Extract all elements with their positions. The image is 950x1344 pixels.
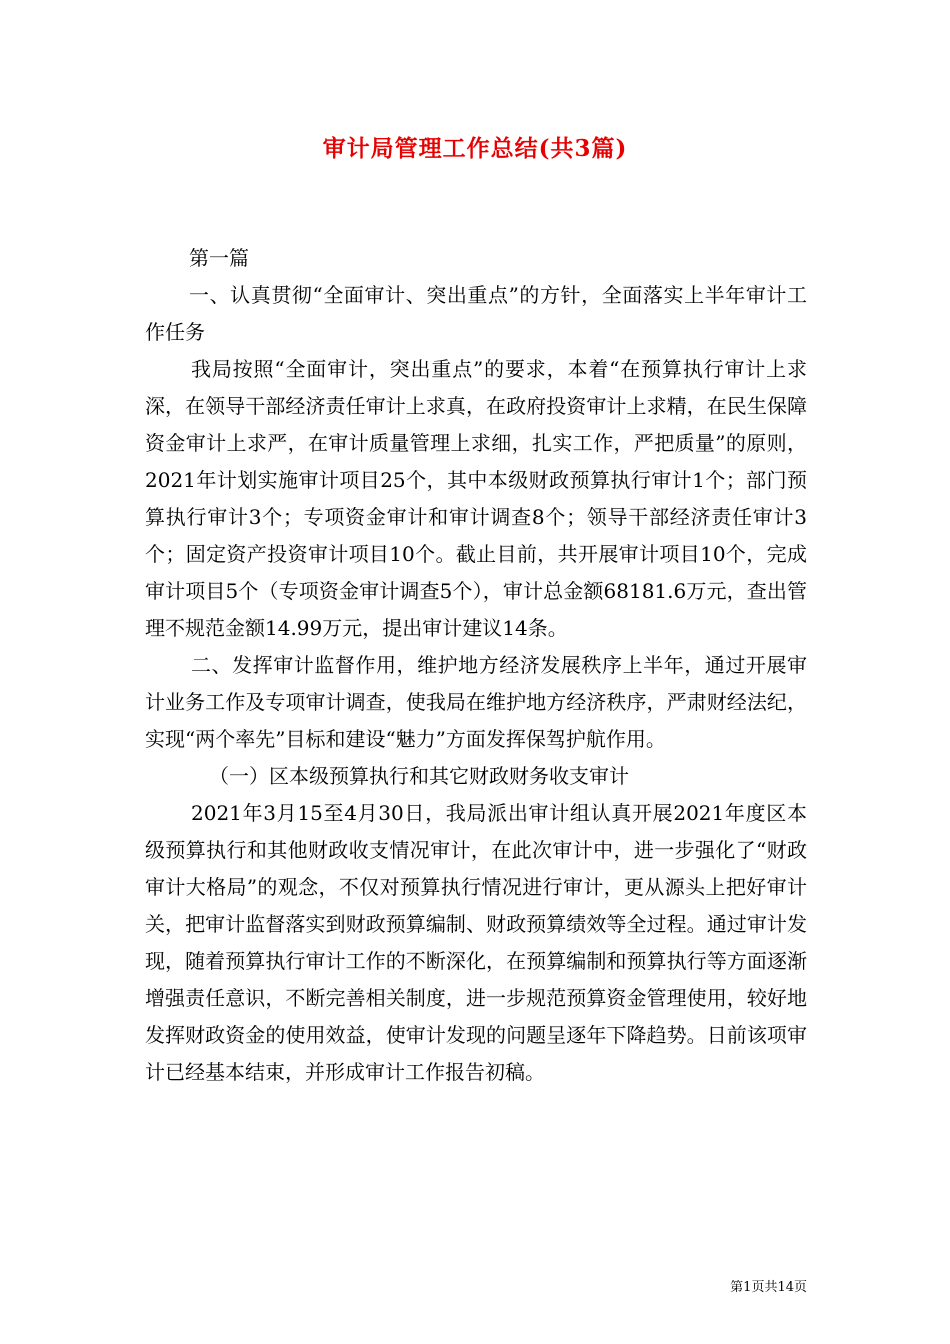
paragraph: 我局按照“全面审计，突出重点”的要求，本着“在预算执行审计上求深，在领导干部经济责任审计上求真，在政府投资审计上求精，在民生保障资金审计上求严，在审计质量管理上求细，扎实工作，严把质量”的原则，2021年计划实施审计项目25个，其中本级财政预算执行审计1个；部门预算执行审计3个；专项资金审计和审计调查8个；领导干部经济责任审计3个；固定资产投资审计项目10个。截止目前，共开展审计项目10个，完成审计项目5个（专项资金审计调查5个），审计总金额68181.6万元，查出管理不规范金额14.99万元，提出审计建议14条。	[145, 357, 807, 640]
document-body	[145, 240, 807, 1091]
document-title: 审计局管理工作总结(共3篇)	[322, 135, 628, 162]
heading-two: 二、发挥审计监督作用，维护地方经济发展秩序上半年，通过开展审计业务工作及专项审计调查，使我局在维护地方经济秩序，严肃财经法纪，实现“两个率先”目标和建设“魅力”方面发挥保驾护航作用。	[145, 653, 807, 751]
paragraph: 2021年3月15至4月30日，我局派出审计组认真开展2021年度区本级预算执行和其他财政收支情况审计，在此次审计中，进一步强化了“财政审计大格局”的观念，不仅对预算执行情况进行审计，更从源头上把好审计关，把审计监督落实到财政预算编制、财政预算绩效等全过程。通过审计发现，随着预算执行审计工作的不断深化，在预算编制和预算执行等方面逐渐增强责任意识，不断完善相关制度，进一步规范预算资金管理使用，较好地发挥财政资金的使用效益，使审计发现的问题呈逐年下降趋势。日前该项审计已经基本结束，并形成审计工作报告初稿。	[145, 801, 807, 1084]
heading-one: 一、认真贯彻“全面审计、突出重点”的方针，全面落实上半年审计工作任务	[145, 283, 807, 344]
page-number: 第1页共14页	[730, 1280, 807, 1295]
subheading: （一）区本级预算执行和其它财政财务收支审计	[209, 764, 629, 788]
section-heading: 第一篇	[189, 246, 249, 270]
